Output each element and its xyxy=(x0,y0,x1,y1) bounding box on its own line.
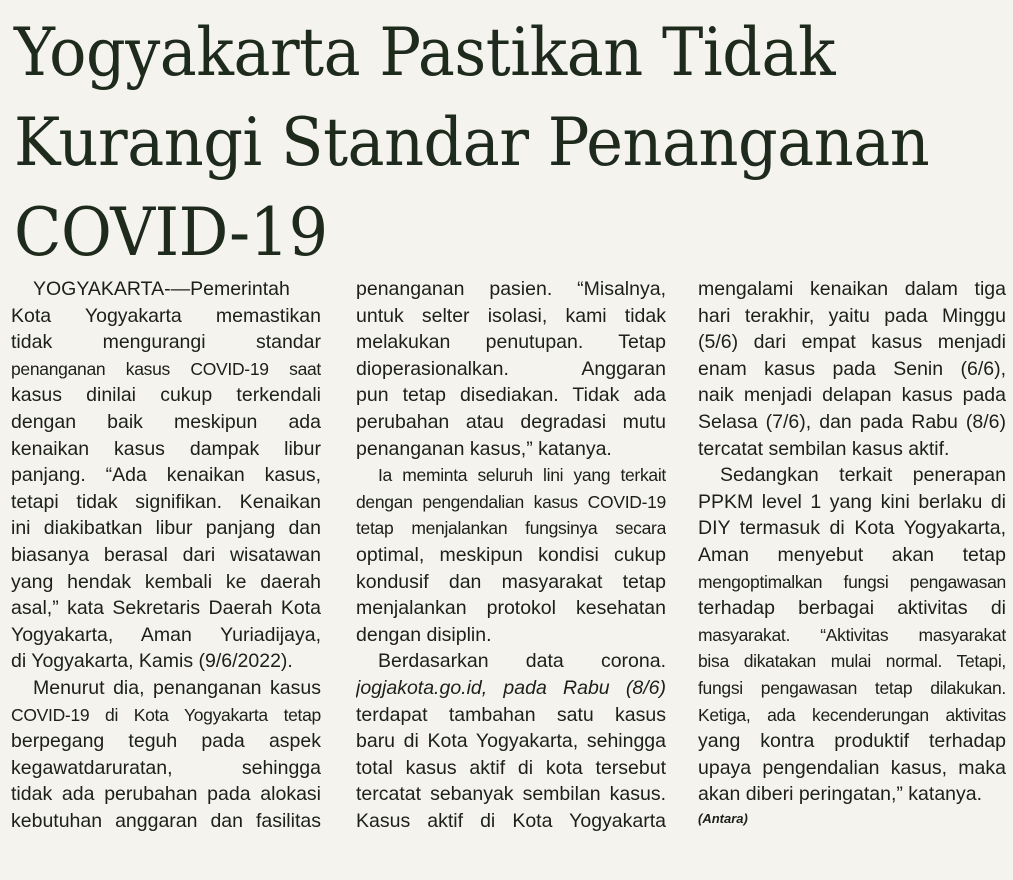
body-line: Yogyakarta, Aman Yuriadijaya, xyxy=(11,623,321,646)
body-line: penanganan kasus COVID-19 saat xyxy=(11,358,321,379)
body-line: yang hendak kembali ke daerah xyxy=(11,570,321,593)
body-line: perubahan atau degradasi mutu xyxy=(356,410,666,433)
body-line: di Yogyakarta, Kamis (9/6/2022). xyxy=(11,650,293,673)
body-line: penanganan kasus,” katanya. xyxy=(356,437,612,460)
body-line: masyarakat. “Aktivitas masyarakat xyxy=(698,624,1006,645)
headline-line: Yogyakarta Pastikan Tidak xyxy=(14,14,836,91)
body-line: Berdasarkan data corona. xyxy=(378,650,666,673)
body-line: yang kontra produktif terhadap xyxy=(698,730,1006,753)
body-line: enam kasus pada Senin (6/6), xyxy=(698,357,1006,380)
body-line: tetapi tidak signifikan. Kenaikan xyxy=(11,490,321,513)
body-line: penanganan pasien. “Misalnya, xyxy=(356,278,666,300)
body-line: mengalami kenaikan dalam tiga xyxy=(698,278,1006,300)
body-line: tidak ada perubahan pada alokasi xyxy=(11,783,321,806)
body-line: asal,” kata Sekretaris Daerah Kota xyxy=(11,597,321,620)
body-line: akan diberi peringatan,” katanya. xyxy=(698,783,983,806)
body-line: optimal, meskipun kondisi cukup xyxy=(356,543,666,566)
body-line: PPKM level 1 yang kini berlaku di xyxy=(698,490,1006,513)
body-line: Kasus aktif di Kota Yogyakarta xyxy=(356,809,666,832)
body-line: terdapat tambahan satu kasus xyxy=(356,703,666,726)
body-line: dengan disiplin. xyxy=(356,623,492,646)
body-line: naik menjadi delapan kasus pada xyxy=(698,384,1006,407)
body-line: tidak mengurangi standar xyxy=(11,331,321,354)
body-line: kondusif dan masyarakat tetap xyxy=(356,570,666,593)
body-line: (5/6) dari empat kasus menjadi xyxy=(698,331,1006,354)
body-line: mengoptimalkan fungsi pengawasan xyxy=(698,571,1006,592)
headline-line: COVID-19 xyxy=(14,194,328,271)
body-line: Ketiga, ada kecenderungan aktivitas xyxy=(698,704,1006,725)
body-line: kegawatdaruratan, sehingga xyxy=(11,756,321,779)
body-line: pun tetap disediakan. Tidak ada xyxy=(356,384,666,407)
body-line: tercatat sebanyak sembilan kasus. xyxy=(356,783,666,806)
body-line: melakukan penutupan. Tetap xyxy=(356,331,666,354)
body-line: tetap menjalankan fungsinya secara xyxy=(356,518,666,539)
body-line: biasanya berasal dari wisatawan xyxy=(11,543,321,566)
article-column-2 xyxy=(356,276,666,834)
body-line: terhadap berbagai aktivitas di xyxy=(698,597,1006,620)
body-line: dioperasionalkan. Anggaran xyxy=(356,357,666,380)
body-line: YOGYAKARTA-—Pemerintah xyxy=(33,278,290,300)
body-line: hari terakhir, yaitu pada Minggu xyxy=(698,304,1006,327)
headline-line: Kurangi Standar Penanganan xyxy=(14,104,930,181)
body-line: Menurut dia, penanganan kasus xyxy=(33,676,321,699)
source-credit: (Antara) xyxy=(698,810,748,826)
body-line: dengan baik meskipun ada xyxy=(11,410,321,433)
body-line: menjalankan protokol kesehatan xyxy=(356,597,666,620)
body-line: untuk selter isolasi, kami tidak xyxy=(356,304,666,327)
body-line: Kota Yogyakarta memastikan xyxy=(11,304,321,327)
body-line: baru di Kota Yogyakarta, sehingga xyxy=(356,730,666,753)
body-line: Ia meminta seluruh lini yang terkait xyxy=(378,465,666,486)
body-line: kasus dinilai cukup terkendali xyxy=(11,384,321,407)
body-line: berpegang teguh pada aspek xyxy=(11,730,321,753)
article-column-3 xyxy=(698,276,1006,830)
body-line: DIY termasuk di Kota Yogyakarta, xyxy=(698,517,1006,540)
body-line: jogjakota.go.id, pada Rabu (8/6) xyxy=(356,676,666,699)
body-line: upaya pengendalian kasus, maka xyxy=(698,756,1006,779)
body-line: kenaikan kasus dampak libur xyxy=(11,437,321,460)
body-line: kebutuhan anggaran dan fasilitas xyxy=(11,809,321,832)
body-line: Selasa (7/6), dan pada Rabu (8/6) xyxy=(698,410,1006,433)
article-column-1 xyxy=(11,276,321,834)
body-line: Sedangkan terkait penerapan xyxy=(720,464,1006,487)
body-line: dengan pengendalian kasus COVID-19 xyxy=(356,491,666,512)
body-line: Aman menyebut akan tetap xyxy=(698,543,1006,566)
article-headline xyxy=(14,8,940,278)
body-line: bisa dikatakan mulai normal. Tetapi, xyxy=(698,651,1006,672)
body-line: panjang. “Ada kenaikan kasus, xyxy=(11,464,321,487)
body-line: COVID-19 di Kota Yogyakarta tetap xyxy=(11,704,321,725)
body-line: tercatat sembilan kasus aktif. xyxy=(698,437,950,460)
body-line: fungsi pengawasan tetap dilakukan. xyxy=(698,677,1006,698)
body-line: ini diakibatkan libur panjang dan xyxy=(11,517,321,540)
body-line: total kasus aktif di kota tersebut xyxy=(356,756,666,779)
